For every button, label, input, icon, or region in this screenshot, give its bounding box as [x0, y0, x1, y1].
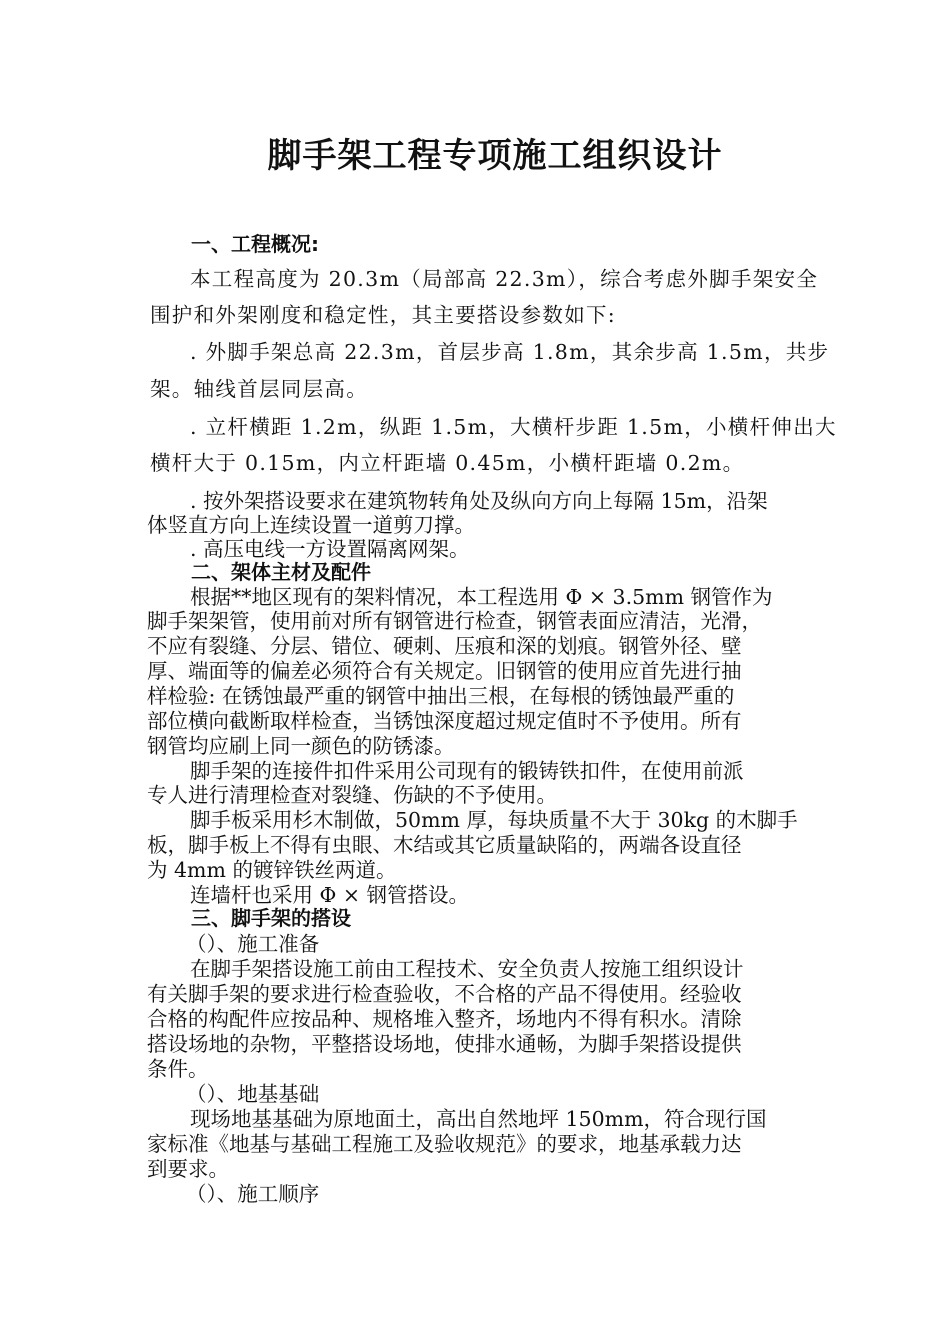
text-line: 专人进行清理检查对裂缝、伤缺的不予使用。	[147, 783, 557, 807]
text-line: 脚手架架管，使用前对所有钢管进行检查，钢管表面应清洁，光滑，	[147, 609, 762, 633]
text-line: 本工程高度为 20.3m（局部高 22.3m），综合考虑外脚手架安全	[190, 267, 819, 291]
subsection-heading: （）、施工顺序	[186, 1182, 320, 1206]
text-line: 合格的构配件应按品种、规格堆入整齐，场地内不得有积水。清除	[147, 1007, 742, 1031]
text-line: 为 4mm 的镀锌铁丝两道。	[147, 858, 397, 882]
text-line: 根据**地区现有的架料情况，本工程选用 Φ × 3.5mm 钢管作为	[190, 585, 773, 609]
text-line: 在脚手架搭设施工前由工程技术、安全负责人按施工组织设计	[190, 957, 744, 981]
text-line: 到要求。	[147, 1157, 229, 1181]
text-line: 连墙杆也采用 Φ × 钢管搭设。	[190, 883, 470, 907]
section-heading: 二、架体主材及配件	[191, 560, 371, 584]
text-line: . 立杆横距 1.2m，纵距 1.5m，大横杆步距 1.5m，小横杆伸出大	[190, 415, 837, 439]
text-line: 厚、端面等的偏差必须符合有关规定。旧钢管的使用应首先进行抽	[147, 659, 742, 683]
text-line: 横杆大于 0.15m，内立杆距墙 0.45m，小横杆距墙 0.2m。	[150, 451, 745, 475]
text-line: . 按外架搭设要求在建筑物转角处及纵向方向上每隔 15m，沿架	[190, 489, 768, 513]
text-line: 现场地基基础为原地面土，高出自然地坪 150mm，符合现行国	[190, 1107, 767, 1131]
text-line: 不应有裂缝、分层、错位、硬刺、压痕和深的划痕。钢管外径、壁	[147, 634, 742, 658]
text-line: . 外脚手架总高 22.3m，首层步高 1.8m，其余步高 1.5m，共步	[190, 340, 830, 364]
text-line: . 高压电线一方设置隔离网架。	[190, 537, 470, 561]
subsection-heading: （）、施工准备	[186, 932, 320, 956]
text-line: 搭设场地的杂物，平整搭设场地，使排水通畅，为脚手架搭设提供	[147, 1032, 742, 1056]
text-line: 部位横向截断取样检查，当锈蚀深度超过规定值时不予使用。所有	[147, 709, 742, 733]
text-line: 钢管均应刷上同一颜色的防锈漆。	[147, 734, 455, 758]
section-heading: 一、工程概况:	[191, 232, 319, 256]
text-line: 有关脚手架的要求进行检查验收，不合格的产品不得使用。经验收	[147, 982, 742, 1006]
subsection-heading: （）、地基基础	[186, 1082, 320, 1106]
text-line: 脚手架的连接件扣件采用公司现有的锻铸铁扣件，在使用前派	[190, 759, 744, 783]
text-line: 围护和外架刚度和稳定性，其主要搭设参数如下:	[150, 303, 617, 327]
text-line: 板，脚手板上不得有虫眼、木结或其它质量缺陷的，两端各设直径	[147, 833, 742, 857]
section-heading: 三、脚手架的搭设	[191, 906, 351, 930]
document-title: 脚手架工程专项施工组织设计	[267, 136, 723, 176]
text-line: 体竖直方向上连续设置一道剪刀撑。	[147, 513, 475, 537]
text-line: 架。轴线首层同层高。	[150, 377, 368, 401]
text-line: 样检验: 在锈蚀最严重的钢管中抽出三根，在每根的锈蚀最严重的	[147, 684, 735, 708]
text-line: 家标准《地基与基础工程施工及验收规范》的要求，地基承载力达	[147, 1132, 742, 1156]
text-line: 脚手板采用杉木制做，50mm 厚，每块质量不大于 30kg 的木脚手	[190, 808, 798, 832]
text-line: 条件。	[147, 1057, 209, 1081]
